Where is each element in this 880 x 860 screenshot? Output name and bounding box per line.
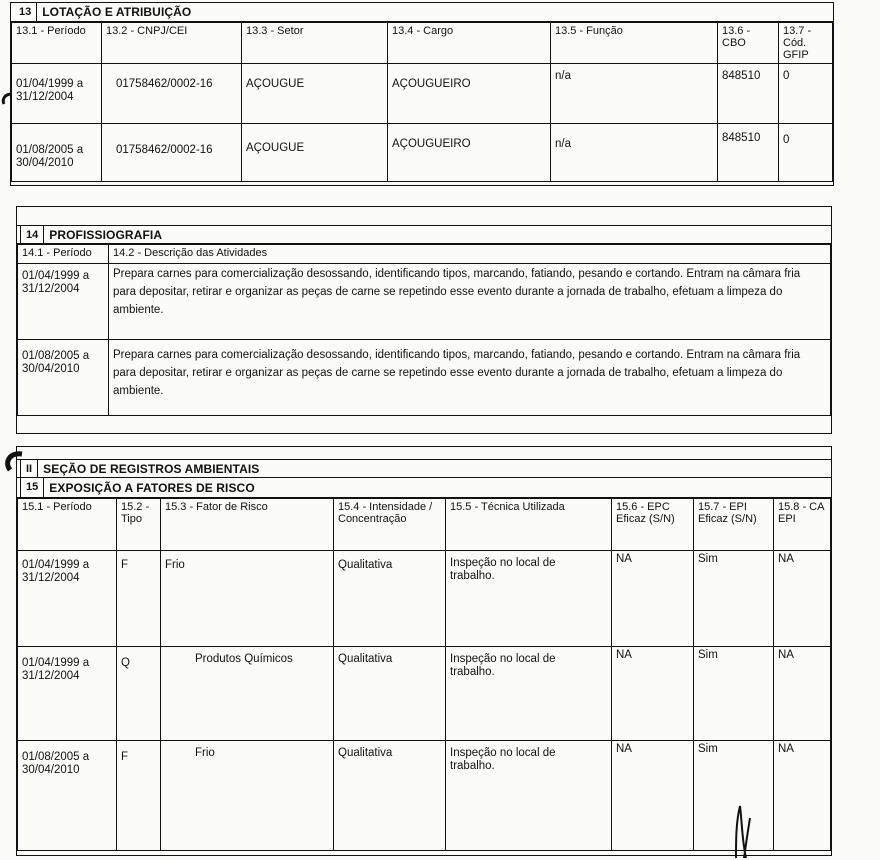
- header-cargo: 13.4 - Cargo: [388, 23, 551, 64]
- cell-periodo: 01/04/1999 a 31/12/2004: [18, 264, 109, 340]
- binder-mark-top-icon: [0, 92, 14, 106]
- table-row: [12, 64, 833, 124]
- cell-ca-epi: NA: [774, 741, 831, 851]
- cell-tecnica: Inspeção no local de trabalho.: [446, 647, 612, 741]
- cell-epc-eficaz: NA: [612, 551, 694, 647]
- header-tecnica: 15.5 - Técnica Utilizada: [446, 499, 612, 551]
- cell-ca-epi: NA: [774, 647, 831, 741]
- cell-cbo: 848510: [718, 124, 779, 182]
- cell-funcao: n/a: [551, 124, 718, 182]
- table-header-row: [12, 23, 833, 64]
- header-epi-eficaz: 15.7 - EPI Eficaz (S/N): [694, 499, 774, 551]
- cell-setor: AÇOUGUE: [242, 124, 388, 182]
- cell-tipo: F: [117, 551, 161, 647]
- section-ii-number: II: [20, 460, 38, 477]
- cell-gfip: 0: [779, 64, 833, 124]
- binder-mark-bottom-icon: [2, 450, 26, 474]
- section-15-title: EXPOSIÇÃO A FATORES DE RISCO: [49, 480, 255, 495]
- cell-fator-risco: Frio: [161, 551, 334, 647]
- table-row: [18, 741, 831, 851]
- section-13-header: [11, 3, 833, 22]
- section-13-lotacao: [10, 2, 834, 186]
- cell-gfip: 0: [779, 124, 833, 182]
- header-periodo: 15.1 - Período: [18, 499, 117, 551]
- cell-tecnica: Inspeção no local de trabalho.: [446, 741, 612, 851]
- section-14-number: 14: [20, 226, 44, 243]
- header-funcao: 13.5 - Função: [551, 23, 718, 64]
- lotacao-table: [11, 22, 833, 182]
- cell-epi-eficaz: Sim: [694, 647, 774, 741]
- header-tipo: 15.2 - Tipo: [117, 499, 161, 551]
- cell-tipo: F: [117, 741, 161, 851]
- header-ca-epi: 15.8 - CA EPI: [774, 499, 831, 551]
- table-header-row: [18, 245, 831, 264]
- signature-mark-icon: [724, 800, 764, 860]
- header-periodo: 13.1 - Período: [12, 23, 102, 64]
- cell-tecnica: Inspeção no local de trabalho.: [446, 551, 612, 647]
- cell-funcao: n/a: [551, 64, 718, 124]
- section-13-number: 13: [14, 3, 37, 21]
- header-fator-risco: 15.3 - Fator de Risco: [161, 499, 334, 551]
- cell-periodo: 01/08/2005 a 30/04/2010: [12, 124, 102, 182]
- cell-ca-epi: NA: [774, 551, 831, 647]
- cell-cargo: AÇOUGUEIRO: [388, 124, 551, 182]
- cell-cnpj: 01758462/0002-16: [102, 64, 242, 124]
- header-descricao: 14.2 - Descrição das Atividades: [109, 245, 831, 264]
- cell-intensidade: Qualitativa: [334, 741, 446, 851]
- cell-periodo: 01/04/1999 a 31/12/2004: [18, 647, 117, 741]
- table-header-row: [18, 499, 831, 551]
- cell-epc-eficaz: NA: [612, 741, 694, 851]
- cell-periodo: 01/04/1999 a 31/12/2004: [18, 551, 117, 647]
- cell-epc-eficaz: NA: [612, 647, 694, 741]
- table-row: [18, 551, 831, 647]
- header-cnpj: 13.2 - CNPJ/CEI: [102, 23, 242, 64]
- section-15-header: [17, 478, 831, 498]
- cell-intensidade: Qualitativa: [334, 647, 446, 741]
- section-ii-registros-ambientais: [16, 446, 832, 856]
- cell-cargo: AÇOUGUEIRO: [388, 64, 551, 124]
- header-cbo: 13.6 - CBO: [718, 23, 779, 64]
- table-row: [18, 340, 831, 416]
- cell-tipo: Q: [117, 647, 161, 741]
- header-epc-eficaz: 15.6 - EPC Eficaz (S/N): [612, 499, 694, 551]
- cell-fator-risco: Produtos Químicos: [161, 647, 334, 741]
- section-13-title: LOTAÇÃO E ATRIBUIÇÃO: [42, 5, 192, 19]
- header-setor: 13.3 - Setor: [242, 23, 388, 64]
- section-14-title: PROFISSIOGRAFIA: [49, 227, 163, 242]
- section-ii-title: SEÇÃO DE REGISTROS AMBIENTAIS: [43, 461, 260, 476]
- cell-cnpj: 01758462/0002-16: [102, 124, 242, 182]
- cell-cbo: 848510: [718, 64, 779, 124]
- cell-epi-eficaz: Sim: [694, 741, 774, 851]
- cell-periodo: 01/08/2005 a 30/04/2010: [18, 340, 109, 416]
- cell-descricao: Prepara carnes para comercialização desossando, identificando tipos, marcando, fatiando, pesando e cortando. Entram na câmara fria para depositar, retirar e organizar as peças de carne se repetindo esse evento durante a jornada de trabalho, efetuam a limpeza do ambiente.: [109, 264, 831, 340]
- table-row: [18, 647, 831, 741]
- cell-fator-risco: Frio: [161, 741, 334, 851]
- table-row: [18, 264, 831, 340]
- cell-periodo: 01/08/2005 a 30/04/2010: [18, 741, 117, 851]
- header-periodo: 14.1 - Período: [18, 245, 109, 264]
- fatores-risco-table: [17, 498, 831, 851]
- cell-descricao: Prepara carnes para comercialização desossando, identificando tipos, marcando, fatiando, pesando e cortando. Entram na câmara fria para depositar, retirar e organizar as peças de carne se repetindo esse evento durante a jornada de trabalho, efetuam a limpeza do ambiente.: [109, 340, 831, 416]
- header-intensidade: 15.4 - Intensidade / Concentração: [334, 499, 446, 551]
- section-ii-header: [17, 459, 831, 478]
- section-14-profissiografia: [16, 206, 832, 434]
- cell-intensidade: Qualitativa: [334, 551, 446, 647]
- profissiografia-table: [17, 244, 831, 416]
- cell-setor: AÇOUGUE: [242, 64, 388, 124]
- header-gfip: 13.7 - Cód. GFIP: [779, 23, 833, 64]
- section-15-number: 15: [20, 478, 44, 497]
- table-row: [12, 124, 833, 182]
- cell-epi-eficaz: Sim: [694, 551, 774, 647]
- section-14-header: [17, 225, 831, 244]
- cell-periodo: 01/04/1999 a 31/12/2004: [12, 64, 102, 124]
